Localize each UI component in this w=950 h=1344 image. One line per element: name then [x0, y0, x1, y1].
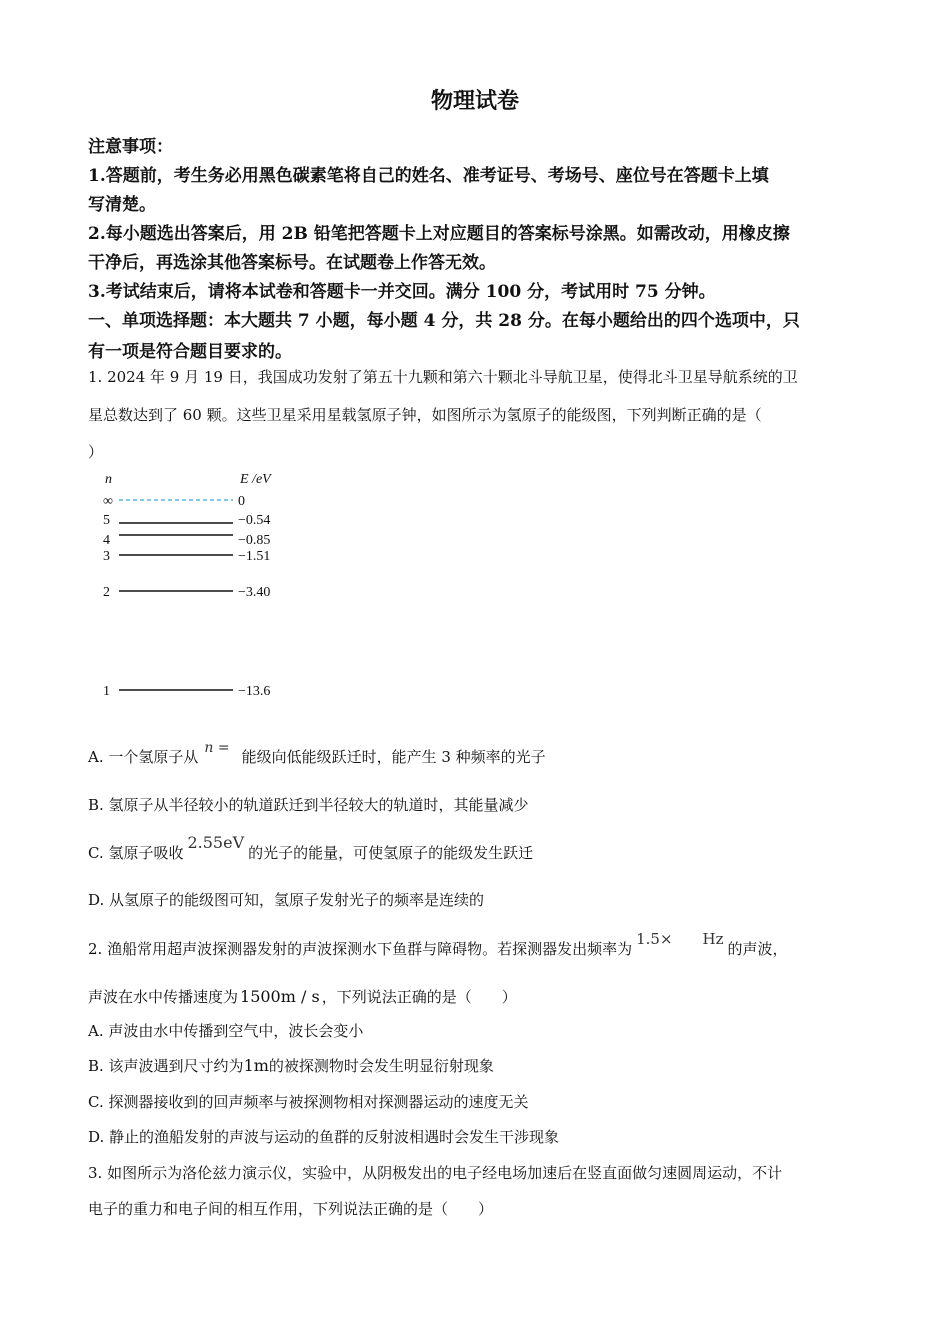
notice-heading: 注意事项： [88, 137, 173, 157]
q1-stem-line2: 星总数达到了 60 颗。这些卫星采用星载氢原子钟，如图所示为氢原子的能级图，下列判断正确的是（ [88, 406, 762, 424]
q1-option-b[interactable]: B. 氢原子从半径较小的轨道跃迁到半径较大的轨道时，其能量减少 [88, 796, 529, 814]
level-e-label: −1.51 [238, 549, 271, 564]
q1-option-a[interactable] [88, 740, 546, 767]
energy-levels [103, 494, 270, 699]
option-c-text-pre: C. 氢原子吸收 [88, 844, 184, 862]
q2-option-a[interactable]: A. 声波由水中传播到空气中，波长会变小 [88, 1022, 364, 1040]
q2-line2-pre: 声波在水中传播速度为 [88, 988, 239, 1006]
notice-item1-line2: 写清楚。 [88, 195, 156, 215]
q2-stem-line2 [88, 986, 517, 1007]
option-c-math: 2.55eV [187, 833, 245, 852]
option-a-text-pre: A. 一个氢原子从 [88, 748, 199, 766]
e-axis-label: E /eV [240, 472, 271, 487]
option-a-math: n = [204, 740, 230, 756]
option-a-text-post: 能级向低能级跃迁时，能产生 3 种频率的光子 [241, 748, 546, 766]
level-e-label: −0.85 [238, 533, 271, 548]
section1-line1: 一、单项选择题：本大题共 7 小题，每小题 4 分，共 28 分。在每小题给出的四个选项中，只 [88, 311, 800, 331]
level-e-label: 0 [238, 494, 245, 509]
notice-item2-line2: 干净后，再选涂其他答案标号。在试题卷上作答无效。 [88, 253, 496, 273]
level-n-label: 1 [103, 684, 110, 699]
notice-item3: 3.考试结束后，请将本试卷和答题卡一并交回。满分 100 分，考试用时 75 分钟。 [88, 282, 716, 302]
q2-option-b-pre: B. 该声波遇到尺寸约为 [88, 1057, 244, 1075]
q2-option-d[interactable]: D. 静止的渔船发射的声波与运动的鱼群的反射波相遇时会发生干涉现象 [88, 1128, 560, 1146]
q2-option-b[interactable] [88, 1055, 494, 1076]
q1-option-d[interactable]: D. 从氢原子的能级图可知，氢原子发射光子的频率是连续的 [88, 891, 485, 909]
q2-stem-line1 [88, 930, 788, 959]
level-n-label: 5 [103, 513, 110, 528]
n-axis-label: n [105, 472, 112, 487]
q2-line1-math-unit: Hz [702, 930, 724, 948]
q2-line1-pre: 2. 渔船常用超声波探测器发射的声波探测水下鱼群与障碍物。若探测器发出频率为 [88, 940, 633, 958]
notice-item2-line1: 2.每小题选出答案后，用 2B 铅笔把答题卡上对应题目的答案标号涂黑。如需改动，用橡皮擦 [88, 224, 790, 244]
q2-line2-post: ，下列说法正确的是（ ） [321, 988, 517, 1006]
level-n-label: 4 [103, 533, 110, 548]
section1-line2: 有一项是符合题目要求的。 [88, 342, 292, 362]
level-n-label: ∞ [103, 494, 113, 509]
q1-stem-line3: ） [88, 443, 104, 461]
level-n-label: 3 [103, 549, 110, 564]
energy-level-diagram [95, 466, 295, 702]
level-n-label: 2 [103, 585, 110, 600]
q2-line1-math-freq: 1.5× [636, 930, 673, 948]
q3-stem-line1: 3. 如图所示为洛伦兹力演示仪，实验中，从阴极发出的电子经电场加速后在竖直面做匀速圆周运动，不计 [88, 1164, 783, 1182]
q1-stem-line1: 1. 2024 年 9 月 19 日，我国成功发射了第五十九颗和第六十颗北斗导航卫星，使得北斗卫星导航系统的卫 [88, 368, 798, 386]
q2-line2-math: 1500m / s [240, 987, 320, 1006]
q2-option-b-math: 1m [243, 1056, 269, 1075]
level-e-label: −0.54 [238, 513, 271, 528]
q2-option-c[interactable]: C. 探测器接收到的回声频率与被探测物相对探测器运动的速度无关 [88, 1093, 529, 1111]
q1-option-c[interactable] [88, 833, 534, 863]
q3-stem-line2: 电子的重力和电子间的相互作用，下列说法正确的是（ ） [88, 1200, 494, 1218]
level-e-label: −13.6 [238, 684, 271, 699]
level-e-label: −3.40 [238, 585, 271, 600]
page-title: 物理试卷 [430, 88, 519, 114]
option-c-text-post: 的光子的能量，可使氢原子的能级发生跃迁 [248, 844, 534, 862]
q2-line1-post: 的声波， [727, 940, 788, 958]
q2-option-b-post: 的被探测物时会发生明显衍射现象 [268, 1057, 494, 1075]
notice-item1-line1: 1.答题前，考生务必用黑色碳素笔将自己的姓名、准考证号、考场号、座位号在答题卡上填 [88, 166, 769, 186]
